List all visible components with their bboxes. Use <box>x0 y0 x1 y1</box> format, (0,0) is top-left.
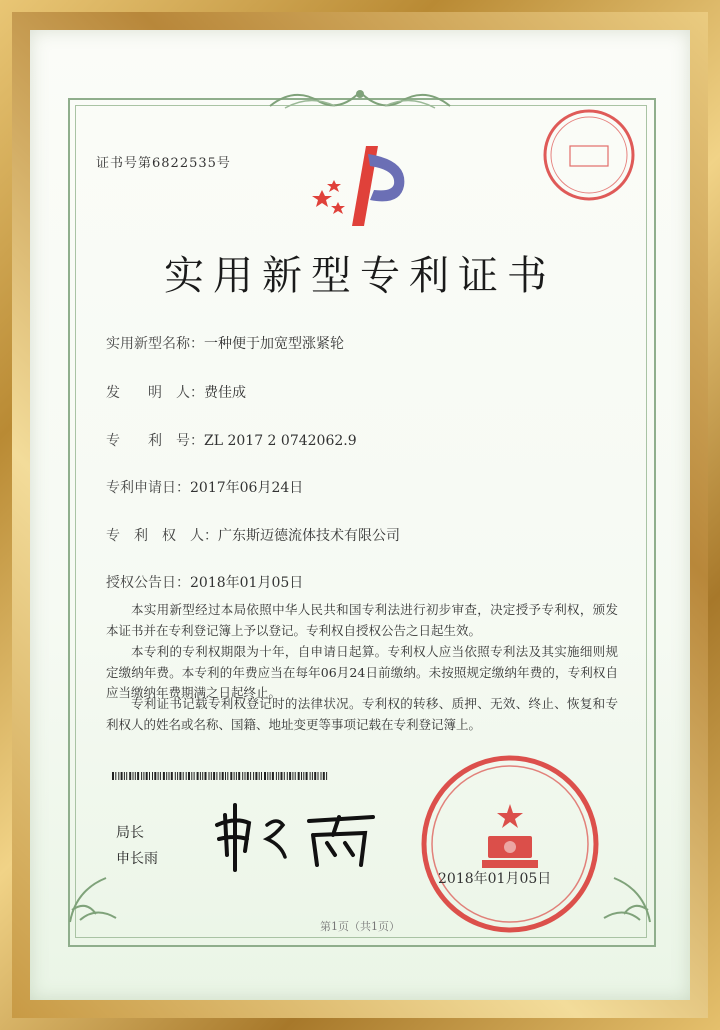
field-value: 广东斯迈德流体技术有限公司 <box>218 528 400 544</box>
top-ornament-icon <box>265 84 455 114</box>
field-grant-date <box>106 572 303 592</box>
barcode-icon <box>112 772 330 780</box>
field-label: 发 明 人： <box>106 385 204 401</box>
director-title: 局长 <box>116 825 144 841</box>
field-patentee <box>106 525 400 545</box>
paragraph-term: 本专利的专利权期限为十年，自申请日起算。专利权人应当依照专利法及其实施细则规定缴纳年费。本专利的年费应当在每年06月24日前缴纳。未按照规定缴纳年费的，专利权自应当缴纳年费期满之日起终止。 <box>106 644 618 700</box>
field-patent-number <box>106 430 357 450</box>
certificate-number: 证书号第6822535号 <box>96 156 231 171</box>
field-inventor <box>106 382 246 402</box>
field-filing-date <box>106 477 303 497</box>
certificate-title: 实用新型专利证书 <box>164 253 556 299</box>
field-label: 授权公告日： <box>106 575 190 591</box>
field-label: 专 利 号： <box>106 433 204 449</box>
field-label: 专 利 权 人： <box>106 528 218 544</box>
cnipa-logo-icon <box>308 140 412 230</box>
field-value: 费佳成 <box>204 385 246 401</box>
seal-date: 2018年01月05日 <box>438 871 552 887</box>
paragraph-grant: 本实用新型经过本局依照中华人民共和国专利法进行初步审查，决定授予专利权，颁发本证书并在专利登记簿上予以登记。专利权自授权公告之日起生效。 <box>106 602 618 638</box>
field-value: 一种便于加宽型涨紧轮 <box>204 336 344 352</box>
director-name: 申长雨 <box>116 851 158 867</box>
page-number: 第1页（共1页） <box>320 920 400 933</box>
cnipa-official-seal-icon <box>418 752 602 936</box>
field-value: ZL 2017 2 0742062.9 <box>204 433 357 449</box>
field-value: 2018年01月05日 <box>190 575 304 591</box>
agency-seal-icon <box>540 106 638 204</box>
field-utility-model-name <box>106 333 344 353</box>
field-label: 专利申请日： <box>106 480 190 496</box>
field-label: 实用新型名称： <box>106 336 204 352</box>
field-value: 2017年06月24日 <box>190 480 304 496</box>
paragraph-legal-status: 专利证书记载专利权登记时的法律状况。专利权的转移、质押、无效、终止、恢复和专利权人的姓名或名称、国籍、地址变更等事项记载在专利登记簿上。 <box>106 696 618 732</box>
director-signature-icon <box>205 795 385 875</box>
